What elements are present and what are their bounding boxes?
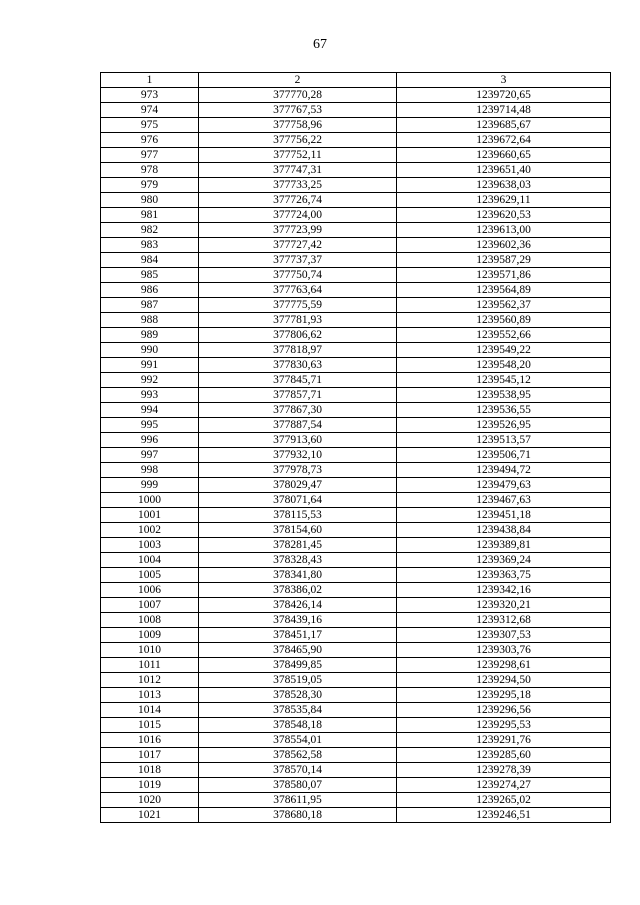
table-row (101, 298, 611, 313)
y-coordinate-cell: 1239369,24 (397, 553, 611, 568)
x-coordinate-cell: 377758,96 (199, 118, 397, 133)
table-row (101, 643, 611, 658)
table-row (101, 358, 611, 373)
x-coordinate-cell: 377723,99 (199, 223, 397, 238)
table-row (101, 628, 611, 643)
table-row (101, 283, 611, 298)
point-number-cell: 1000 (101, 493, 199, 508)
table-row (101, 613, 611, 628)
x-coordinate-cell: 378548,18 (199, 718, 397, 733)
x-coordinate-cell: 377767,53 (199, 103, 397, 118)
point-number-cell: 996 (101, 433, 199, 448)
x-coordinate-cell: 378154,60 (199, 523, 397, 538)
x-coordinate-cell: 377763,64 (199, 283, 397, 298)
y-coordinate-cell: 1239548,20 (397, 358, 611, 373)
point-number-cell: 987 (101, 298, 199, 313)
y-coordinate-cell: 1239602,36 (397, 238, 611, 253)
point-number-cell: 1013 (101, 688, 199, 703)
x-coordinate-cell: 377724,00 (199, 208, 397, 223)
y-coordinate-cell: 1239298,61 (397, 658, 611, 673)
table-row (101, 343, 611, 358)
y-coordinate-cell: 1239278,39 (397, 763, 611, 778)
x-coordinate-cell: 377913,60 (199, 433, 397, 448)
x-coordinate-cell: 378465,90 (199, 643, 397, 658)
point-number-cell: 1002 (101, 523, 199, 538)
y-coordinate-cell: 1239545,12 (397, 373, 611, 388)
y-coordinate-cell: 1239438,84 (397, 523, 611, 538)
y-coordinate-cell: 1239296,56 (397, 703, 611, 718)
y-coordinate-cell: 1239291,76 (397, 733, 611, 748)
y-coordinate-cell: 1239651,40 (397, 163, 611, 178)
table-row (101, 253, 611, 268)
x-coordinate-cell: 378562,58 (199, 748, 397, 763)
table-row (101, 118, 611, 133)
point-number-cell: 999 (101, 478, 199, 493)
table-row (101, 598, 611, 613)
point-number-cell: 980 (101, 193, 199, 208)
table-row (101, 808, 611, 823)
table-row (101, 193, 611, 208)
point-number-cell: 979 (101, 178, 199, 193)
y-coordinate-cell: 1239451,18 (397, 508, 611, 523)
y-coordinate-cell: 1239320,21 (397, 598, 611, 613)
y-coordinate-cell: 1239494,72 (397, 463, 611, 478)
x-coordinate-cell: 377932,10 (199, 448, 397, 463)
x-coordinate-cell: 377775,59 (199, 298, 397, 313)
table-row (101, 448, 611, 463)
y-coordinate-cell: 1239562,37 (397, 298, 611, 313)
table-row (101, 208, 611, 223)
y-coordinate-cell: 1239265,02 (397, 793, 611, 808)
point-number-cell: 1001 (101, 508, 199, 523)
x-coordinate-cell: 377756,22 (199, 133, 397, 148)
point-number-cell: 1011 (101, 658, 199, 673)
table-row (101, 478, 611, 493)
table-row (101, 538, 611, 553)
point-number-cell: 973 (101, 88, 199, 103)
x-coordinate-cell: 378281,45 (199, 538, 397, 553)
x-coordinate-cell: 377845,71 (199, 373, 397, 388)
x-coordinate-cell: 378611,95 (199, 793, 397, 808)
point-number-cell: 1007 (101, 598, 199, 613)
table-row (101, 688, 611, 703)
y-coordinate-cell: 1239479,63 (397, 478, 611, 493)
x-coordinate-cell: 378071,64 (199, 493, 397, 508)
y-coordinate-cell: 1239513,57 (397, 433, 611, 448)
table-row (101, 718, 611, 733)
table-row (101, 778, 611, 793)
table-row (101, 658, 611, 673)
x-coordinate-cell: 378580,07 (199, 778, 397, 793)
y-coordinate-cell: 1239363,75 (397, 568, 611, 583)
y-coordinate-cell: 1239295,18 (397, 688, 611, 703)
point-number-cell: 984 (101, 253, 199, 268)
table-row (101, 733, 611, 748)
x-coordinate-cell: 377857,71 (199, 388, 397, 403)
table-row (101, 793, 611, 808)
table-row (101, 133, 611, 148)
table-row (101, 763, 611, 778)
table-row (101, 493, 611, 508)
x-coordinate-cell: 377726,74 (199, 193, 397, 208)
point-number-cell: 992 (101, 373, 199, 388)
y-coordinate-cell: 1239294,50 (397, 673, 611, 688)
point-number-cell: 995 (101, 418, 199, 433)
y-coordinate-cell: 1239295,53 (397, 718, 611, 733)
header-row (101, 73, 611, 88)
point-number-cell: 981 (101, 208, 199, 223)
point-number-cell: 994 (101, 403, 199, 418)
point-number-cell: 990 (101, 343, 199, 358)
y-coordinate-cell: 1239720,65 (397, 88, 611, 103)
y-coordinate-cell: 1239620,53 (397, 208, 611, 223)
table-row (101, 163, 611, 178)
point-number-cell: 974 (101, 103, 199, 118)
table-row (101, 238, 611, 253)
table-row (101, 703, 611, 718)
y-coordinate-cell: 1239560,89 (397, 313, 611, 328)
point-number-cell: 991 (101, 358, 199, 373)
y-coordinate-cell: 1239613,00 (397, 223, 611, 238)
y-coordinate-cell: 1239552,66 (397, 328, 611, 343)
x-coordinate-cell: 378029,47 (199, 478, 397, 493)
y-coordinate-cell: 1239506,71 (397, 448, 611, 463)
point-number-cell: 1009 (101, 628, 199, 643)
table-row (101, 313, 611, 328)
y-coordinate-cell: 1239467,63 (397, 493, 611, 508)
x-coordinate-cell: 378499,85 (199, 658, 397, 673)
table-row (101, 553, 611, 568)
column-header-2: 2 (199, 73, 397, 88)
x-coordinate-cell: 377830,63 (199, 358, 397, 373)
x-coordinate-cell: 377750,74 (199, 268, 397, 283)
y-coordinate-cell: 1239629,11 (397, 193, 611, 208)
point-number-cell: 998 (101, 463, 199, 478)
point-number-cell: 1020 (101, 793, 199, 808)
x-coordinate-cell: 378439,16 (199, 613, 397, 628)
y-coordinate-cell: 1239307,53 (397, 628, 611, 643)
table-row (101, 268, 611, 283)
x-coordinate-cell: 378451,17 (199, 628, 397, 643)
point-number-cell: 977 (101, 148, 199, 163)
x-coordinate-cell: 378519,05 (199, 673, 397, 688)
y-coordinate-cell: 1239672,64 (397, 133, 611, 148)
point-number-cell: 1005 (101, 568, 199, 583)
x-coordinate-cell: 377978,73 (199, 463, 397, 478)
point-number-cell: 1004 (101, 553, 199, 568)
table-row (101, 523, 611, 538)
x-coordinate-cell: 378328,43 (199, 553, 397, 568)
column-header-1: 1 (101, 73, 199, 88)
x-coordinate-cell: 377806,62 (199, 328, 397, 343)
y-coordinate-cell: 1239571,86 (397, 268, 611, 283)
table-row (101, 223, 611, 238)
point-number-cell: 986 (101, 283, 199, 298)
y-coordinate-cell: 1239638,03 (397, 178, 611, 193)
page-number: 67 (313, 37, 327, 52)
table-header (101, 73, 611, 88)
point-number-cell: 989 (101, 328, 199, 343)
x-coordinate-cell: 377733,25 (199, 178, 397, 193)
x-coordinate-cell: 377752,11 (199, 148, 397, 163)
y-coordinate-cell: 1239342,16 (397, 583, 611, 598)
point-number-cell: 997 (101, 448, 199, 463)
point-number-cell: 982 (101, 223, 199, 238)
x-coordinate-cell: 378115,53 (199, 508, 397, 523)
point-number-cell: 1003 (101, 538, 199, 553)
table-row (101, 673, 611, 688)
y-coordinate-cell: 1239246,51 (397, 808, 611, 823)
point-number-cell: 975 (101, 118, 199, 133)
table-row (101, 418, 611, 433)
x-coordinate-cell: 377887,54 (199, 418, 397, 433)
y-coordinate-cell: 1239538,95 (397, 388, 611, 403)
y-coordinate-cell: 1239389,81 (397, 538, 611, 553)
y-coordinate-cell: 1239274,27 (397, 778, 611, 793)
point-number-cell: 1015 (101, 718, 199, 733)
x-coordinate-cell: 378680,18 (199, 808, 397, 823)
x-coordinate-cell: 378535,84 (199, 703, 397, 718)
point-number-cell: 1010 (101, 643, 199, 658)
x-coordinate-cell: 377770,28 (199, 88, 397, 103)
y-coordinate-cell: 1239312,68 (397, 613, 611, 628)
table-row (101, 433, 611, 448)
table-row (101, 178, 611, 193)
y-coordinate-cell: 1239660,65 (397, 148, 611, 163)
table-row (101, 328, 611, 343)
table-row (101, 88, 611, 103)
x-coordinate-cell: 378426,14 (199, 598, 397, 613)
x-coordinate-cell: 377781,93 (199, 313, 397, 328)
point-number-cell: 976 (101, 133, 199, 148)
table-body (101, 88, 611, 823)
table-row (101, 508, 611, 523)
table-row (101, 403, 611, 418)
x-coordinate-cell: 377818,97 (199, 343, 397, 358)
table-row (101, 388, 611, 403)
y-coordinate-cell: 1239564,89 (397, 283, 611, 298)
point-number-cell: 1006 (101, 583, 199, 598)
point-number-cell: 1017 (101, 748, 199, 763)
point-number-cell: 1016 (101, 733, 199, 748)
point-number-cell: 1014 (101, 703, 199, 718)
point-number-cell: 988 (101, 313, 199, 328)
table-row (101, 103, 611, 118)
x-coordinate-cell: 378570,14 (199, 763, 397, 778)
table-row (101, 148, 611, 163)
point-number-cell: 993 (101, 388, 199, 403)
y-coordinate-cell: 1239285,60 (397, 748, 611, 763)
x-coordinate-cell: 377737,37 (199, 253, 397, 268)
point-number-cell: 1018 (101, 763, 199, 778)
y-coordinate-cell: 1239714,48 (397, 103, 611, 118)
y-coordinate-cell: 1239587,29 (397, 253, 611, 268)
column-header-3: 3 (397, 73, 611, 88)
point-number-cell: 1012 (101, 673, 199, 688)
table-row (101, 568, 611, 583)
x-coordinate-cell: 378554,01 (199, 733, 397, 748)
table-row (101, 463, 611, 478)
coordinates-table (100, 72, 611, 823)
y-coordinate-cell: 1239536,55 (397, 403, 611, 418)
x-coordinate-cell: 377727,42 (199, 238, 397, 253)
x-coordinate-cell: 378528,30 (199, 688, 397, 703)
point-number-cell: 1008 (101, 613, 199, 628)
x-coordinate-cell: 377867,30 (199, 403, 397, 418)
point-number-cell: 985 (101, 268, 199, 283)
point-number-cell: 1019 (101, 778, 199, 793)
x-coordinate-cell: 378341,80 (199, 568, 397, 583)
y-coordinate-cell: 1239303,76 (397, 643, 611, 658)
y-coordinate-cell: 1239549,22 (397, 343, 611, 358)
table-row (101, 748, 611, 763)
y-coordinate-cell: 1239526,95 (397, 418, 611, 433)
point-number-cell: 983 (101, 238, 199, 253)
point-number-cell: 978 (101, 163, 199, 178)
x-coordinate-cell: 378386,02 (199, 583, 397, 598)
table-row (101, 583, 611, 598)
point-number-cell: 1021 (101, 808, 199, 823)
y-coordinate-cell: 1239685,67 (397, 118, 611, 133)
table-row (101, 373, 611, 388)
x-coordinate-cell: 377747,31 (199, 163, 397, 178)
